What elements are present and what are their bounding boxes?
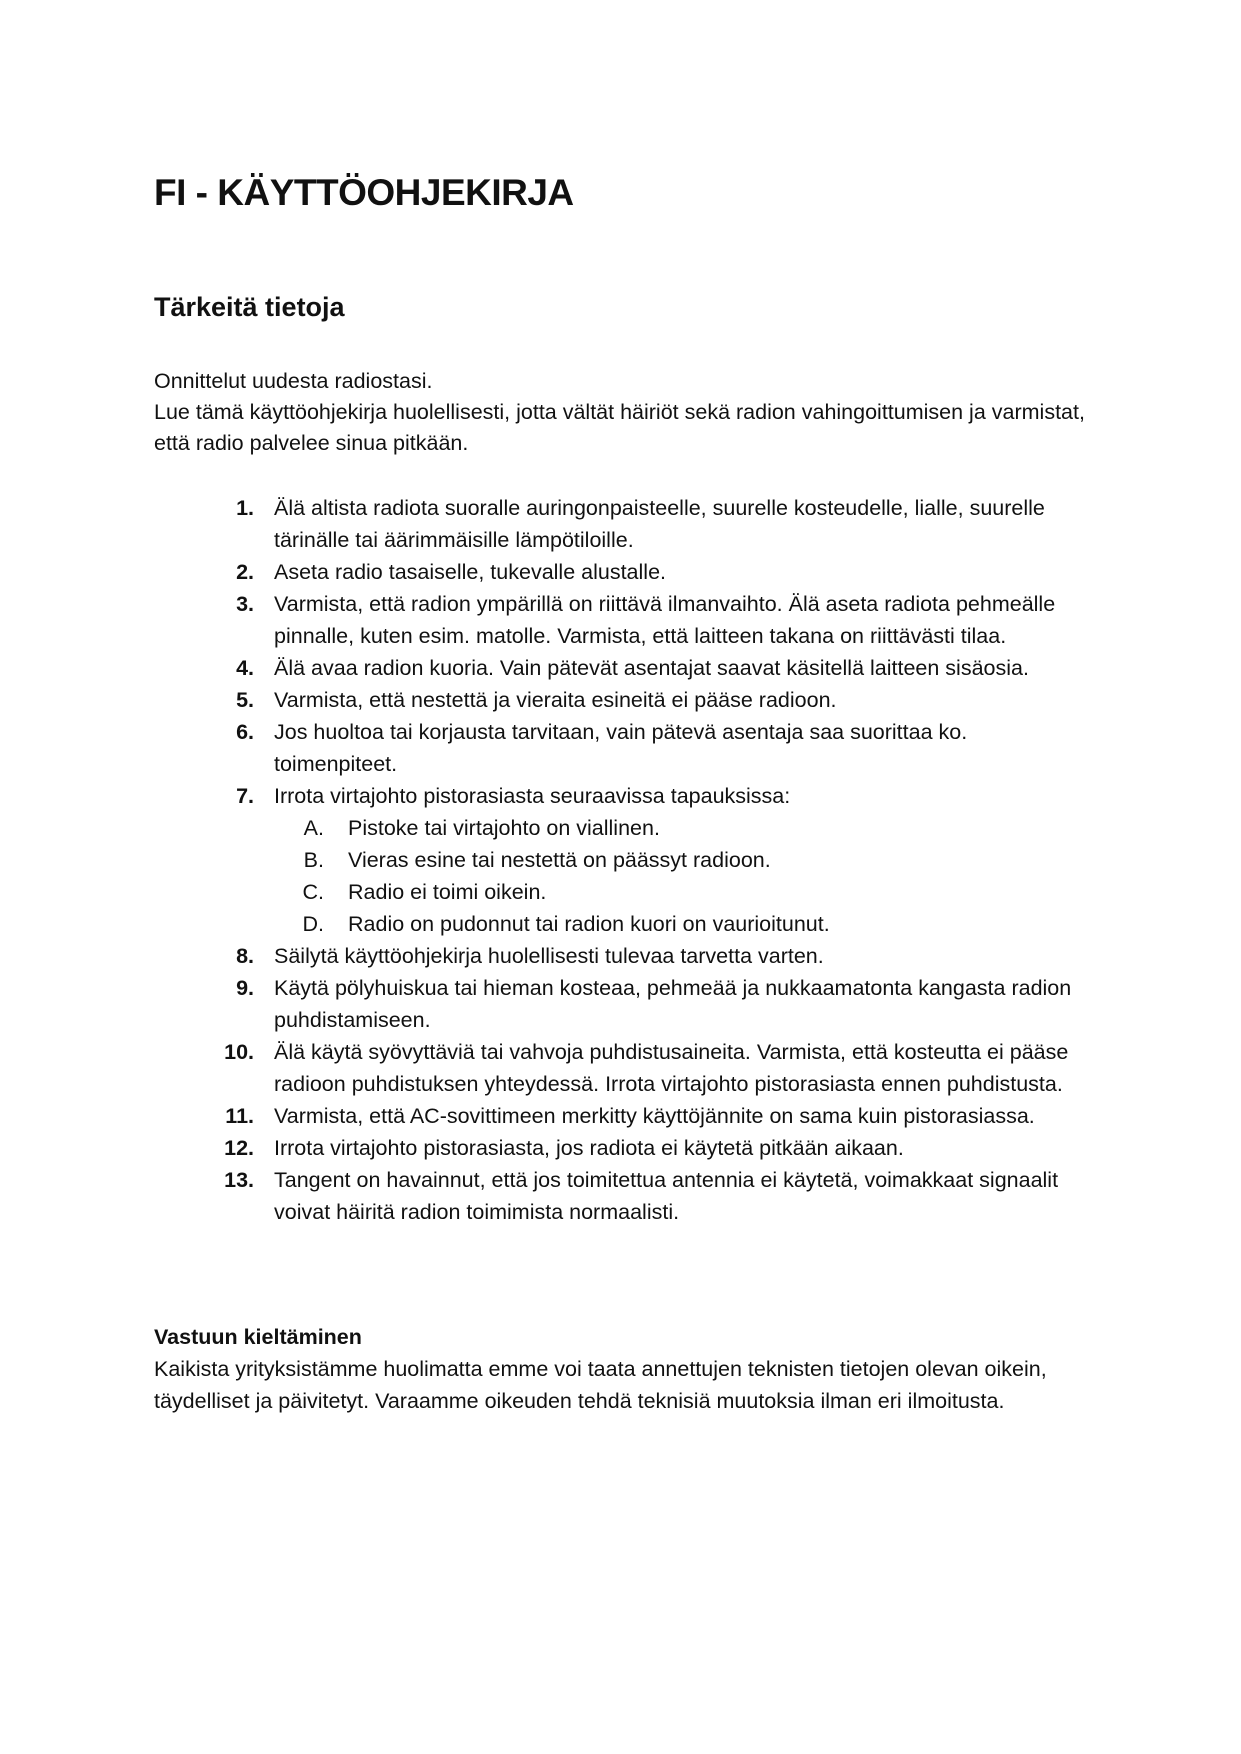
list-item: [154, 1036, 1094, 1100]
list-item: [154, 652, 1094, 684]
list-item-text: Säilytä käyttöohjekirja huolellisesti tulevaa tarvetta varten.: [274, 944, 824, 968]
list-item-number: 3.: [236, 592, 254, 616]
list-item-number: 8.: [236, 944, 254, 968]
sub-list-item-letter: B.: [303, 848, 324, 872]
list-item: [154, 588, 1094, 652]
list-item-number: 1.: [236, 496, 254, 520]
list-item: [154, 940, 1094, 972]
list-item-text: Irrota virtajohto pistorasiasta, jos radiota ei käytetä pitkään aikaan.: [274, 1136, 904, 1160]
list-item-text: Aseta radio tasaiselle, tukevalle alustalle.: [274, 560, 666, 584]
intro-line: Lue tämä käyttöohjekirja huolellisesti, jotta vältät häiriöt sekä radion vahingoittumisen ja varmistat, että radio palvelee sinua pitkään.: [154, 400, 1085, 455]
disclaimer-heading: Vastuun kieltäminen: [154, 1325, 362, 1349]
list-item-number: 2.: [236, 560, 254, 584]
list-item-text: Jos huoltoa tai korjausta tarvitaan, vain pätevä asentaja saa suorittaa ko. toimenpiteet.: [274, 720, 968, 776]
list-item-text: Käytä pölyhuiskua tai hieman kosteaa, pehmeää ja nukkaamatonta kangasta radion puhdistamiseen.: [274, 976, 1072, 1032]
sub-list-item: [154, 908, 1094, 940]
list-item-text: Älä käytä syövyttäviä tai vahvoja puhdistusaineita. Varmista, että kosteutta ei pääse radioon puhdistuksen yhteydessä. Irrota virtajohto pistorasiasta ennen puhdistusta.: [274, 1040, 1069, 1096]
list-item-number: 10.: [224, 1040, 254, 1064]
sub-list-item-text: Radio ei toimi oikein.: [348, 880, 547, 904]
list-item-number: 13.: [224, 1168, 254, 1192]
disclaimer-section: [154, 1321, 1089, 1417]
list-item-text: Varmista, että AC-sovittimeen merkitty käyttöjännite on sama kuin pistorasiassa.: [274, 1104, 1035, 1128]
list-item-number: 6.: [236, 720, 254, 744]
list-item-text: Älä altista radiota suoralle auringonpaisteelle, suurelle kosteudelle, lialle, suurelle tärinälle tai äärimmäisille lämpötiloille.: [274, 496, 1045, 552]
section-heading: Tärkeitä tietoja: [154, 292, 345, 322]
list-item-number: 11.: [225, 1104, 254, 1128]
list-item: [154, 492, 1094, 556]
list-item-number: 9.: [236, 976, 254, 1000]
sub-list-item-letter: D.: [302, 912, 324, 936]
list-item: [154, 716, 1094, 780]
list-item: [154, 1100, 1094, 1132]
sub-list-item-letter: C.: [302, 880, 324, 904]
list-item: [154, 780, 1094, 812]
sub-list-item: [154, 844, 1094, 876]
sub-list-item-text: Pistoke tai virtajohto on viallinen.: [348, 816, 660, 840]
list-item-text: Varmista, että radion ympärillä on riittävä ilmanvaihto. Älä aseta radiota pehmeälle pinnalle, kuten esim. matolle. Varmista, että laitteen takana on riittävästi tilaa.: [274, 592, 1056, 648]
list-item-number: 5.: [236, 688, 254, 712]
list-item-number: 4.: [236, 656, 254, 680]
list-item: [154, 684, 1094, 716]
document-title: FI - KÄYTTÖOHJEKIRJA: [154, 172, 574, 213]
list-item: [154, 1132, 1094, 1164]
sub-list-item: [154, 876, 1094, 908]
safety-rules-list: [154, 492, 1094, 1228]
list-item-number: 7.: [236, 784, 254, 808]
list-item-text: Varmista, että nestettä ja vieraita esineitä ei pääse radioon.: [274, 688, 837, 712]
list-item-text: Älä avaa radion kuoria. Vain pätevät asentajat saavat käsitellä laitteen sisäosia.: [274, 656, 1029, 680]
sub-list-item-text: Radio on pudonnut tai radion kuori on vaurioitunut.: [348, 912, 830, 936]
disclaimer-text: Kaikista yrityksistämme huolimatta emme voi taata annettujen teknisten tietojen olevan oikein, täydelliset ja päivitetyt. Varaamme oikeuden tehdä teknisiä muutoksia ilman eri ilmoitusta.: [154, 1357, 1047, 1413]
list-item: [154, 556, 1094, 588]
list-item-text: Tangent on havainnut, että jos toimitettua antennia ei käytetä, voimakkaat signaalit voivat häiritä radion toimimista normaalisti.: [274, 1168, 1059, 1224]
intro-paragraph: [154, 366, 1089, 459]
list-item-text: Irrota virtajohto pistorasiasta seuraavissa tapauksissa:: [274, 784, 791, 808]
list-item-number: 12.: [224, 1136, 254, 1160]
list-item: [154, 972, 1094, 1036]
sub-list-item: [154, 812, 1094, 844]
list-item: [154, 1164, 1094, 1228]
sub-list-item-text: Vieras esine tai nestettä on päässyt radioon.: [348, 848, 771, 872]
sub-list-item-letter: A.: [303, 816, 324, 840]
intro-line: Onnittelut uudesta radiostasi.: [154, 369, 433, 393]
